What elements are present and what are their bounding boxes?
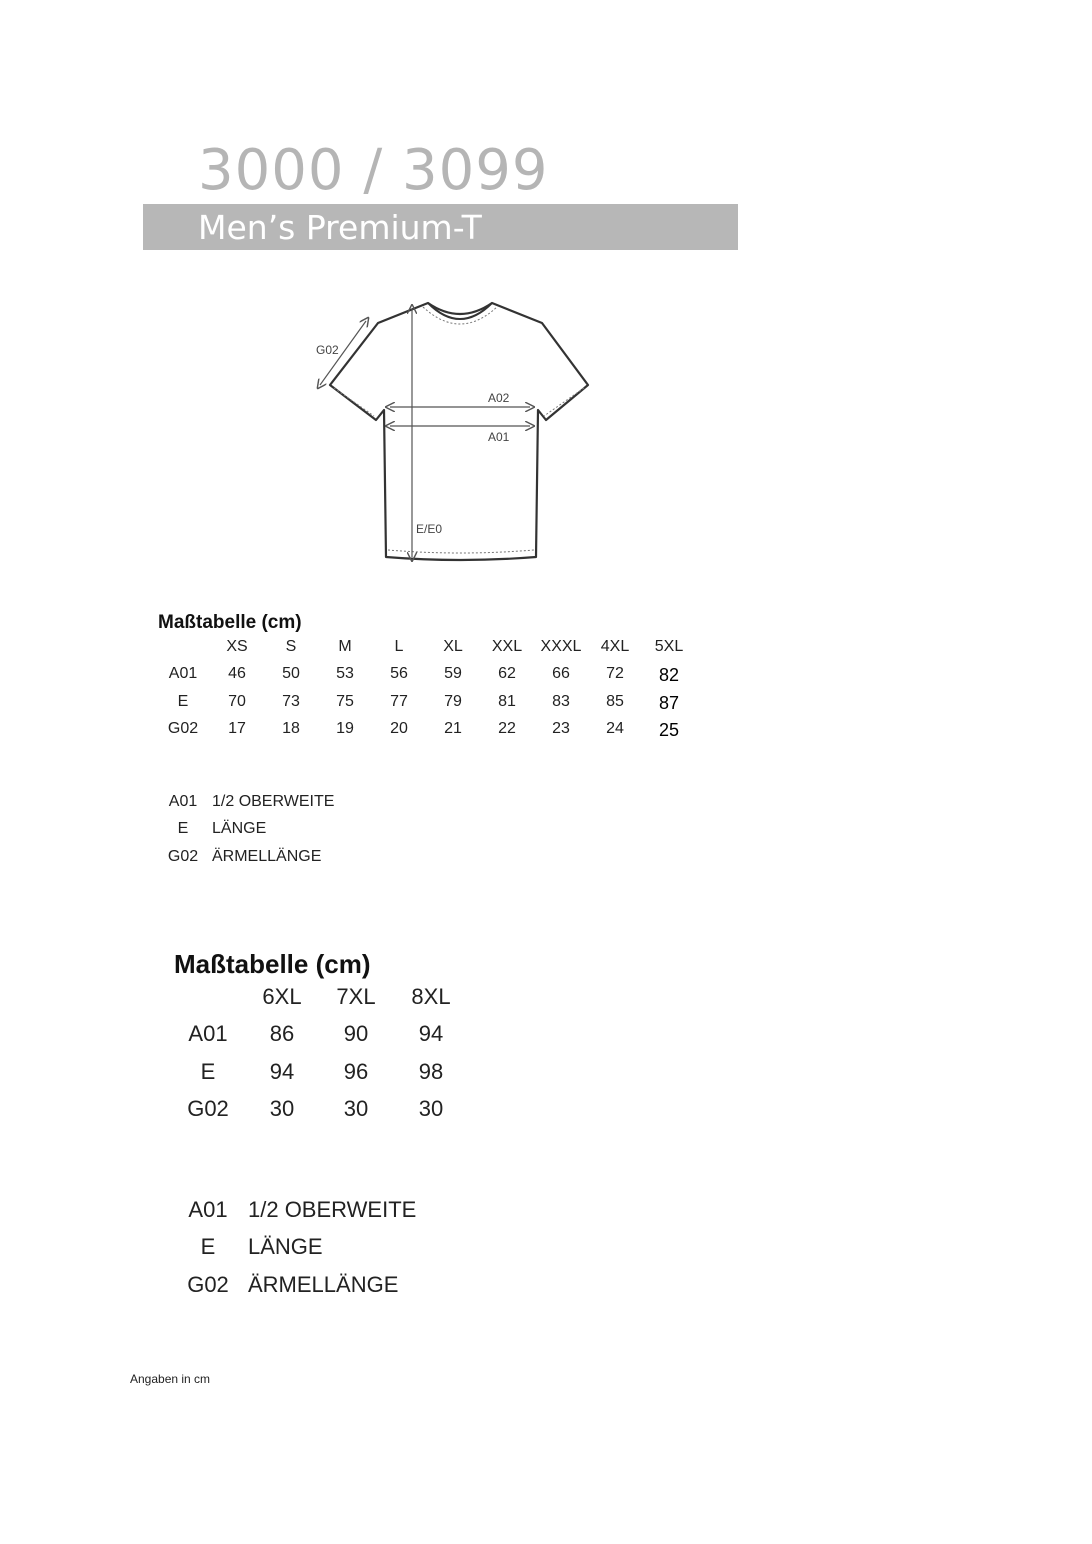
column-header: 6XL (262, 984, 302, 1009)
table-cell: 70 (228, 693, 246, 710)
table-cell: 53 (336, 665, 354, 682)
diagram-label-sleeve: G02 (316, 343, 339, 357)
row-label: A01 (168, 665, 198, 682)
table-cell: 82 (658, 665, 680, 685)
column-header: S (285, 638, 297, 655)
table-cell: 23 (552, 720, 570, 737)
table-cell: 62 (498, 665, 516, 682)
table-cell: 22 (498, 720, 516, 737)
table-cell: 81 (498, 693, 516, 710)
title-bar (143, 204, 738, 250)
table-cell: 17 (228, 720, 246, 737)
tshirt-outline (330, 303, 588, 560)
column-header: 5XL (654, 638, 684, 655)
diagram-label-chest: A01 (488, 430, 510, 444)
table-cell: 50 (282, 665, 300, 682)
legend-code: G02 (167, 848, 199, 865)
table-cell: 90 (343, 1021, 369, 1046)
diagram-label-chest-upper: A02 (488, 391, 510, 405)
column-header: XS (226, 638, 248, 655)
legend-code: E (177, 820, 189, 837)
row-label: E (200, 1059, 216, 1084)
diagram-label-length: E/E0 (416, 522, 443, 536)
table-cell: 96 (343, 1059, 369, 1084)
table-cell: 66 (552, 665, 570, 682)
table-cell: 20 (390, 720, 408, 737)
table-cell: 18 (282, 720, 300, 737)
column-header: XL (443, 638, 463, 655)
legend-code: G02 (187, 1272, 229, 1297)
column-header: 8XL (411, 984, 451, 1009)
table-cell: 83 (552, 693, 570, 710)
table-cell: 77 (390, 693, 408, 710)
legend-code: E (200, 1234, 216, 1259)
row-label: E (177, 693, 189, 710)
table-cell: 56 (390, 665, 408, 682)
footnote: Angaben in cm (130, 1372, 211, 1386)
table-cell: 75 (336, 693, 354, 710)
table-cell: 25 (658, 720, 680, 740)
table-cell: 21 (444, 720, 462, 737)
table-cell: 86 (269, 1021, 295, 1046)
row-label: G02 (167, 720, 199, 737)
column-header: 7XL (336, 984, 376, 1009)
legend-description: 1/2 OBERWEITE (212, 793, 335, 810)
row-label: G02 (187, 1096, 229, 1121)
table-cell: 19 (336, 720, 354, 737)
legend-description: ÄRMELLÄNGE (212, 848, 322, 865)
legend-description: 1/2 OBERWEITE (248, 1197, 417, 1222)
table-cell: 30 (343, 1096, 369, 1121)
tshirt-measurement-diagram (310, 295, 600, 570)
table-cell: 24 (606, 720, 624, 737)
column-header: XXL (491, 638, 523, 655)
table-cell: 94 (269, 1059, 295, 1084)
row-label: A01 (188, 1021, 228, 1046)
table-cell: 73 (282, 693, 300, 710)
table-cell: 79 (444, 693, 462, 710)
column-header: 4XL (600, 638, 630, 655)
product-name: Men’s Premium-T (198, 208, 482, 247)
model-number: 3000 / 3099 (198, 138, 549, 203)
table-cell: 85 (606, 693, 624, 710)
table-cell: 87 (658, 693, 680, 713)
column-header: XXXL (540, 638, 582, 655)
size-table-1-title: Maßtabelle (cm) (158, 612, 302, 633)
legend-code: A01 (168, 793, 198, 810)
legend-description: LÄNGE (212, 820, 267, 837)
table-cell: 98 (418, 1059, 444, 1084)
column-header: L (394, 638, 404, 655)
column-header: M (338, 638, 352, 655)
table-cell: 94 (418, 1021, 444, 1046)
size-table-2-title: Maßtabelle (cm) (174, 949, 371, 979)
table-cell: 30 (418, 1096, 444, 1121)
legend-code: A01 (188, 1197, 228, 1222)
legend-description: LÄNGE (248, 1234, 323, 1259)
table-cell: 46 (228, 665, 246, 682)
table-cell: 72 (606, 665, 624, 682)
table-cell: 59 (444, 665, 462, 682)
table-cell: 30 (269, 1096, 295, 1121)
legend-description: ÄRMELLÄNGE (248, 1272, 399, 1297)
